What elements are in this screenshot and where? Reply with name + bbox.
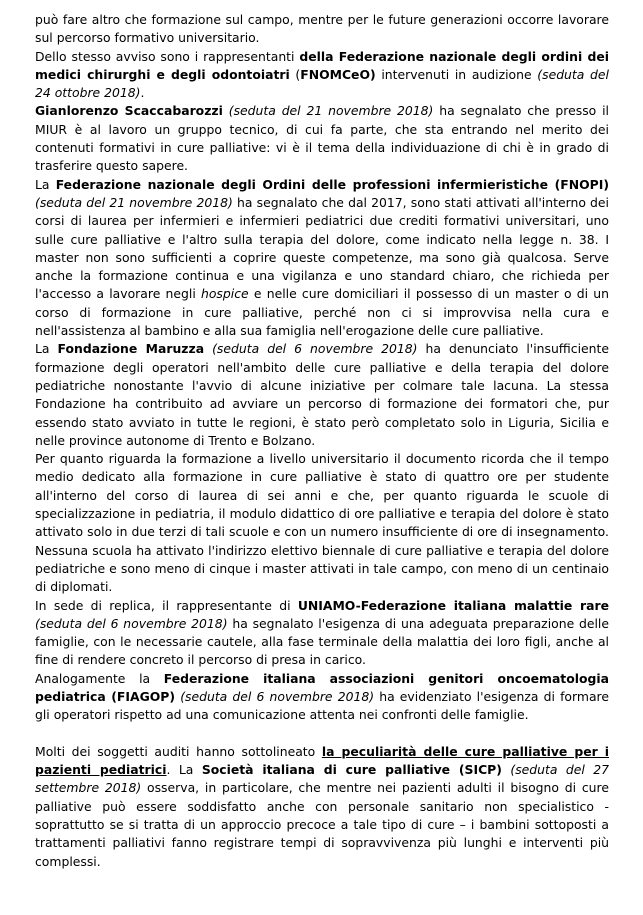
person-name: Gianlorenzo Scaccabarozzi: [35, 103, 223, 119]
organization-name: Fondazione Maruzza: [57, 341, 205, 357]
paragraph-formazione-universitaria: [35, 450, 609, 596]
paragraph-text: [204, 341, 212, 356]
session-date: (seduta del 21 novembre 2018): [228, 103, 434, 119]
paragraph-text: . La: [166, 762, 202, 778]
paragraph-text: La: [35, 341, 58, 357]
italic-term: hospice: [201, 286, 249, 302]
paragraph-text: Molti dei soggetti auditi hanno sottolineato: [35, 743, 322, 759]
paragraph-text: intervenuti in audizione: [375, 66, 538, 82]
paragraph-text: .: [140, 85, 145, 101]
paragraph-text: ha denunciato l'insufficiente formazione degli operatori nell'ambito delle cure palliative e della terapia del dolore pediatriche nonostante l'avvio di alcune iniziative per colmare tale lacuna. La stessa Fondazione ha contribuito ad avviare un percorso di formazione dei formatori che, pur essendo stato avviato in tutte le regioni, è stato però completato solo in Liguria, Sicilia e nelle province autonome di Trento e Bolzano.: [35, 341, 609, 448]
organization-name: Federazione italiana associazioni genitori oncoematologia pediatrica (FIAGOP): [35, 670, 609, 704]
paragraph-scaccabarozzi: [35, 102, 609, 175]
paragraph-text: ha segnalato che presso il MIUR è al lavoro un gruppo tecnico, di cui fa parte, che sta entrando nel merito dei contenuti formativi in cure palliative: vi è il tema della individuazione di chi è in grado di trasferire questo sapere.: [35, 103, 609, 174]
paragraph-text: ha evidenziato l'esigenza di formare gli operatori rispetto ad una comunicazione attenta nei confronti delle famiglie.: [35, 688, 610, 723]
paragraph-text: Dello stesso avviso sono i rappresentanti: [35, 48, 300, 64]
paragraph-text: e nelle cure domiciliari il possesso di un master o di un corso di formazione in cure palliative, perché non ci si improvvisa nella cura e nell'assistenza al bambino e alla sua famiglia nell'erogazione delle cure palliative.: [35, 286, 609, 339]
session-date: (seduta del 6 novembre 2018): [35, 615, 228, 631]
session-date: (seduta del 6 novembre 2018): [180, 688, 375, 704]
document-page: [35, 11, 609, 871]
paragraph-text: (: [289, 66, 301, 82]
paragraph-uniamo: [35, 597, 609, 670]
organization-name: Società italiana di cure palliative (SICP): [201, 762, 502, 778]
paragraph-sicp: [35, 743, 609, 871]
paragraph-text: ha segnalato che dal 2017, sono stati attivati all'interno dei corsi di laurea per infermieri e infermieri pediatrici due crediti formativi universitari, uno sulle cure palliative e l'altro sulla terapia del dolore, come indicato nella legge n. 38. I master non sono sufficienti a coprire queste competenze, ma sono già qualcosa. Serve anche la formazione continua e una vigilanza e uno standard chiaro, che richieda per l'accesso a lavorare negli: [35, 194, 609, 302]
session-date: (seduta del 24 ottobre 2018): [35, 66, 609, 101]
paragraph-text: La: [35, 176, 56, 192]
paragraph-fnomceo: [35, 48, 609, 103]
organization-abbreviation: FNOMCeO): [300, 66, 376, 82]
organization-name: Federazione nazionale degli Ordini delle professioni infermieristiche (FNOPI): [55, 176, 610, 192]
highlighted-topic: la peculiarità delle cure palliative per i pazienti pediatrici: [35, 743, 609, 778]
paragraph-text: può fare altro che formazione sul campo, mentre per le future generazioni occorre lavorare sul percorso formativo universitario.: [35, 12, 609, 46]
paragraph-maruzza: [35, 340, 609, 450]
organization-name: UNIAMO-Federazione italiana malattie rare: [297, 597, 609, 613]
paragraph-text: Analogamente la: [35, 670, 164, 686]
session-date: (seduta del 21 novembre 2018): [35, 194, 233, 210]
paragraph-text: In sede di replica, il rappresentante di: [35, 597, 298, 613]
paragraph-text: ha segnalato l'esigenza di una adeguata preparazione delle famiglie, con le necessarie cautele, alla fase terminale della malattia dei loro figli, anche al fine di rendere concreto il percorso di presa in carico.: [35, 615, 609, 668]
paragraph-text: osserva, in particolare, che mentre nei pazienti adulti il bisogno di cure palliative può essere soddisfatto anche con personale sanitario non specialistico - soprattutto se si tratta di un approccio precoce a tale tipo di cure – i bambini sottoposti a trattamenti palliativi fanno registrare tempi di sopravvivenza più lunghi e interventi più complessi.: [35, 780, 609, 869]
session-date: (seduta del 6 novembre 2018): [212, 341, 418, 357]
paragraph-fiagop: [35, 670, 609, 725]
organization-name: della Federazione nazionale degli ordini dei medici chirurghi e degli odontoiatri: [35, 48, 609, 82]
paragraph-fnopi: [35, 176, 609, 341]
session-date: (seduta del 27 settembre 2018): [35, 762, 609, 796]
paragraph-formazione-campo: [35, 11, 609, 48]
paragraph-text: Per quanto riguarda la formazione a livello universitario il documento ricorda che il tempo medio dedicato alla formazione in cure palliative è stato di quattro ore per studente all'interno del corso di laurea di sei anni e che, per quanto riguarda le scuole di specializzazione in pediatria, il modulo didattico di ore palliative e terapia del dolore è stato attivato solo in due terzi di tali scuole e con un numero insufficiente di ore di insegnamento. Nessuna scuola ha attivato l'indirizzo elettivo biennale di cure palliative e terapia del dolore pediatriche e sono meno di cinque i master attivati in tale campo, con meno di un centinaio di diplomati.: [35, 451, 609, 595]
